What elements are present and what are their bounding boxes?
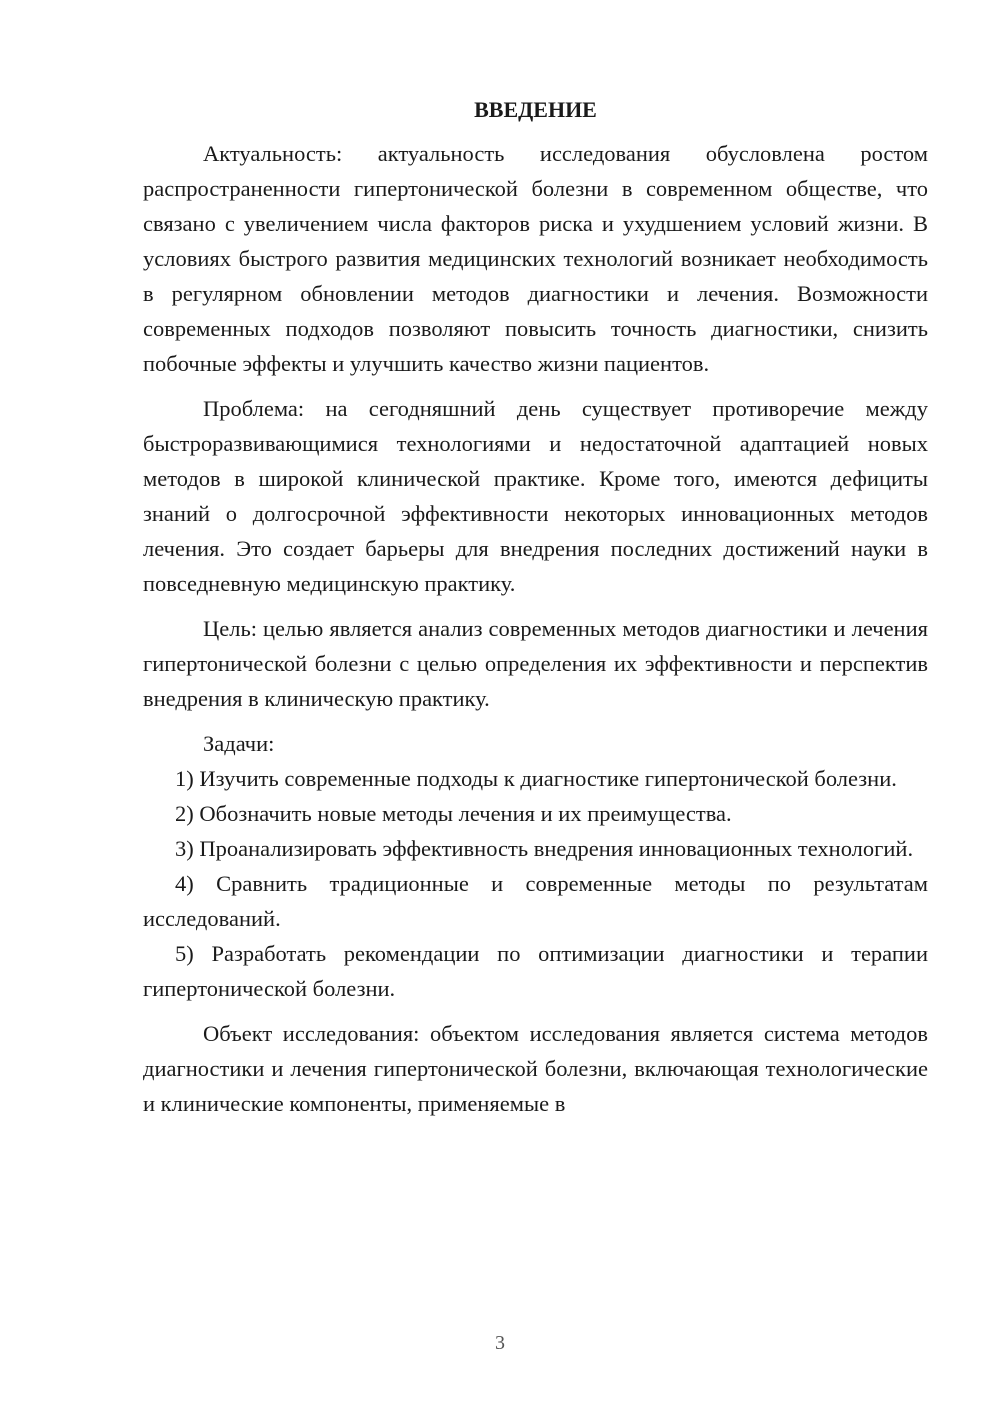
section-heading: ВВЕДЕНИЕ <box>474 97 597 122</box>
tasks-label: Задачи: <box>203 731 275 756</box>
task-item-4: 4) Сравнить традиционные и современные методы по результатам исследований. <box>143 871 928 931</box>
page-number: 3 <box>495 1332 505 1354</box>
task-item-2: 2) Обозначить новые методы лечения и их преимущества. <box>175 801 732 826</box>
paragraph-problem: Проблема: на сегодняшний день существует противоречие между быстроразвивающимися технологиями и недостаточной адаптацией новых методов в широкой клинической практике. Кроме того, имеются дефициты знаний о долгосрочной эффективности некоторых инновационных методов лечения. Это создает барьеры для внедрения последних достижений науки в повседневную медицинскую практику. <box>143 396 928 596</box>
paragraph-object: Объект исследования: объектом исследования является система методов диагностики и лечения гипертонической болезни, включающая технологические и клинические компоненты, применяемые в <box>143 1021 928 1116</box>
task-item-1: 1) Изучить современные подходы к диагностике гипертонической болезни. <box>175 766 897 791</box>
page-body <box>143 92 928 1121</box>
task-item-5: 5) Разработать рекомендации по оптимизации диагностики и терапии гипертонической болезни. <box>143 941 928 1001</box>
task-item-3: 3) Проанализировать эффективность внедрения инновационных технологий. <box>175 836 914 861</box>
paragraph-relevance: Актуальность: актуальность исследования обусловлена ростом распространенности гипертонической болезни в современном обществе, что связано с увеличением числа факторов риска и ухудшением условий жизни. В условиях быстрого развития медицинских технологий возникает необходимость в регулярном обновлении методов диагностики и лечения. Возможности современных подходов позволяют повысить точность диагностики, снизить побочные эффекты и улучшить качество жизни пациентов. <box>143 141 928 376</box>
paragraph-goal: Цель: целью является анализ современных методов диагностики и лечения гипертонической болезни с целью определения их эффективности и перспектив внедрения в клиническую практику. <box>143 616 928 711</box>
